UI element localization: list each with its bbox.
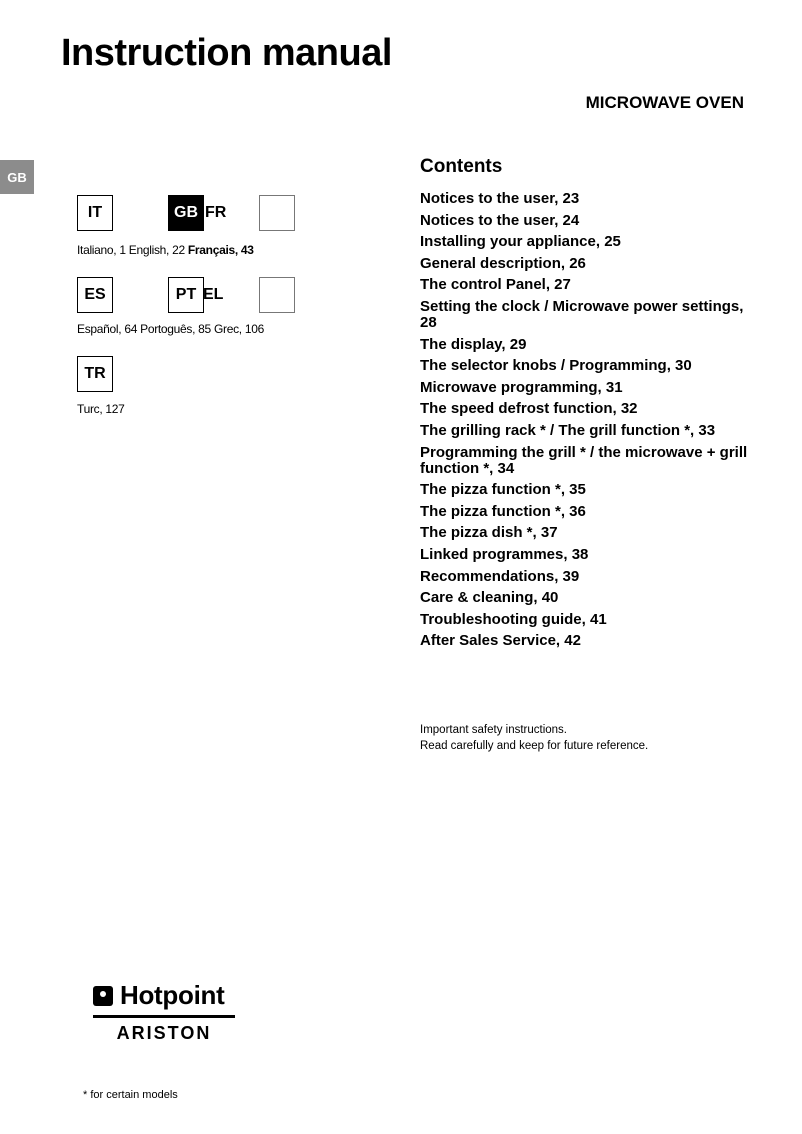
product-name: MICROWAVE OVEN [585, 93, 744, 112]
language-caption-row1 [77, 243, 254, 257]
language-caption-row3: Turc, 127 [77, 402, 125, 416]
language-box-pt: PT [168, 277, 204, 313]
toc-item: Notices to the user, 24 [420, 211, 580, 229]
toc-item: General description, 26 [420, 254, 586, 272]
toc-item: The speed defrost function, 32 [420, 400, 638, 418]
safety-note-line: Read carefully and keep for future reference. [420, 740, 649, 752]
toc-item: After Sales Service, 42 [420, 632, 581, 650]
brand-subname: ARISTON [116, 1023, 212, 1043]
safety-note-line: Important safety instructions. [420, 724, 568, 736]
toc-item: The selector knobs / Programming, 30 [420, 357, 692, 375]
language-box-es: ES [77, 277, 113, 313]
toc-item: Notices to the user, 23 [420, 190, 580, 207]
toc-item: The control Panel, 27 [420, 276, 571, 294]
toc-item: The pizza dish *, 37 [420, 524, 558, 542]
brand-logo [93, 980, 235, 1044]
toc-item: Recommendations, 39 [420, 567, 580, 585]
caption-plain: Italiano, 1 English, 22 [77, 243, 188, 257]
language-box-gb: GB [168, 195, 204, 231]
toc-item: Linked programmes, 38 [420, 545, 589, 563]
toc-item: Microwave programming, 31 [420, 378, 623, 396]
contents-heading: Contents [420, 156, 503, 177]
caption-bold: Français, 43 [187, 243, 254, 257]
toc-item: The display, 29 [420, 335, 527, 353]
toc-item: Programming the grill * / the microwave + grill function *, 34 [420, 443, 748, 477]
safety-notes [420, 722, 648, 754]
page-title: Instruction manual [61, 32, 392, 74]
toc-item: Care & cleaning, 40 [420, 589, 559, 607]
brand-mark-icon [93, 986, 113, 1006]
language-box-tr: TR [77, 356, 113, 392]
table-of-contents [420, 191, 760, 655]
toc-item: The pizza function *, 36 [420, 502, 586, 520]
language-box-empty [259, 195, 295, 231]
toc-item: The grilling rack * / The grill function *, 33 [420, 421, 716, 439]
toc-item: The pizza function *, 35 [420, 481, 586, 499]
language-box-empty [259, 277, 295, 313]
brand-divider [93, 1015, 235, 1018]
brand-name: Hotpoint [120, 980, 225, 1010]
language-caption-row2: Español, 64 Portoguês, 85 Grec, 106 [77, 322, 264, 336]
toc-item: Installing your appliance, 25 [420, 233, 621, 251]
language-side-tab: GB [0, 160, 34, 194]
footnote: * for certain models [83, 1089, 178, 1101]
language-label-fr: FR [205, 204, 227, 221]
language-label-el: EL [203, 286, 224, 303]
toc-item: Troubleshooting guide, 41 [420, 610, 607, 628]
language-box-it: IT [77, 195, 113, 231]
toc-item: Setting the clock / Microwave power settings, 28 [420, 297, 744, 331]
